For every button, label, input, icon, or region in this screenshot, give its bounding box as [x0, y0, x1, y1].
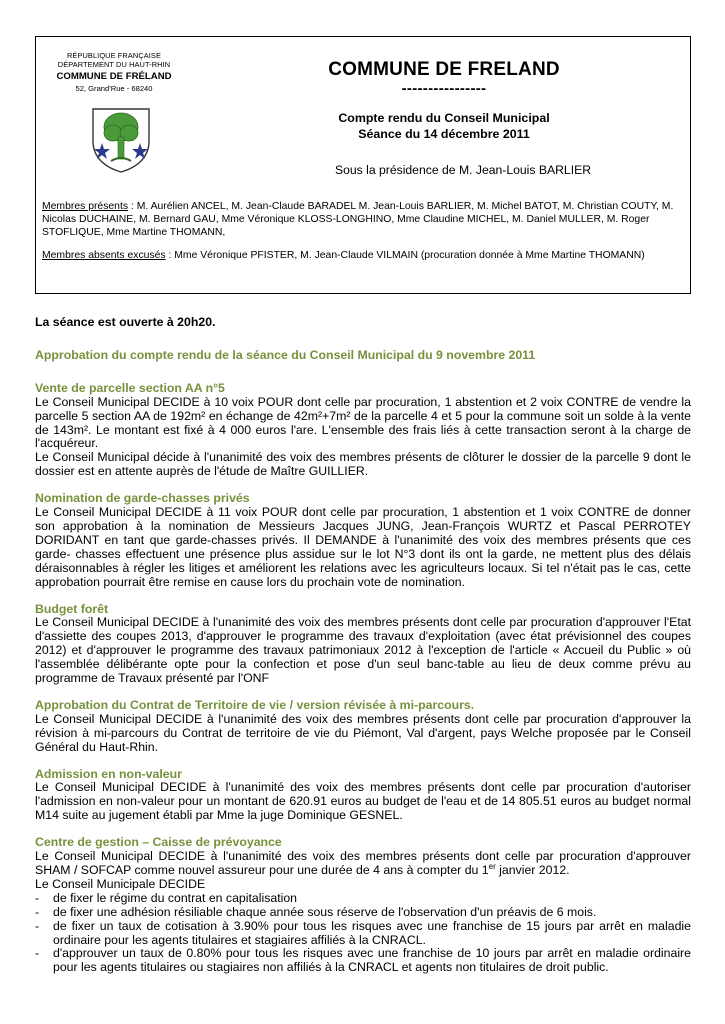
minutes-content — [35, 316, 691, 975]
commune-address: 52, Grand'Rue - 68240 — [75, 84, 153, 93]
members-absent — [42, 249, 682, 262]
budget-foret-paragraph: Le Conseil Municipal DECIDE à l'unanimité des voix des membres présents dont celle par procuration d'approuver l'Etat d'assiette des coupes 2013, d'approuver le programme des travaux d'exploitation (avec état prévisionnel des coupes 2012) et d'approuver le programme des travaux patrimoniaux 2012 à l'exception de l'article « Accueil du Public » où l'assemblée délibérante opte pour la confection et pose d'un seul banc-table au lieu de deux comme prévu au programme de Travaux présenté par l'ONF — [35, 615, 691, 686]
centre-gestion-sup: er — [488, 861, 496, 871]
vente-heading: Vente de parcelle section AA n°5 — [35, 380, 225, 395]
list-dash: - — [35, 890, 40, 905]
centre-gestion-paragraph-2: Le Conseil Municipale DECIDE — [35, 876, 206, 891]
garde-chasses-paragraph: Le Conseil Municipal DECIDE à 11 voix POUR dont celle par procuration, 1 abstention et 1 voix CONTRE de donner son approbation à la nomination de Messieurs Jacques JUNG, Jean-François WURTZ et Pascal PERROTEY DORIDANT en tant que garde-chasses privés. Il DEMANDE à l'unanimité des voix des membres présents que ces garde- chasses effectuent une présence plus assidue sur le lot N°3 dont ils ont la garde, ne mettent plus des délais déraisonnables à régler les litiges et améliorent les relations avec les agriculteurs locaux. Si tel n'était pas le cas, cette approbation pourrait être remise en cause lors du prochain vote de nomination. — [35, 505, 691, 589]
header-title-block — [294, 59, 594, 142]
members-present-text: : M. Aurélien ANCEL, M. Jean-Claude BARADEL M. Jean-Louis BARLIER, M. Michel BATOT, M. Christian COUTY, M. Nicolas DUCHAINE, M. Bernard GAU, Mme Véronique KLOSS-LONGHINO, Mme Claudine MICHEL, M. Daniel MULLER, M. Roger STOFLIQUE, Mme Martine THOMANN, — [42, 201, 674, 238]
list-dash: - — [35, 904, 40, 919]
contrat-territoire-heading: Approbation du Contrat de Territoire de vie / version révisée à mi-parcours. — [35, 697, 475, 712]
centre-gestion-text-b: janvier 2012. — [495, 863, 570, 877]
list-item-text: de fixer un taux de cotisation à 3.90% pour tous les risques avec une franchise de 15 jours par arrêt en maladie ordinaire pour les agents titulaires et stagiaires affiliés à la CNRACL. — [53, 918, 691, 947]
members-present-label: Membres présents — [42, 201, 129, 212]
admission-heading: Admission en non-valeur — [35, 766, 182, 781]
approbation-heading: Approbation du compte rendu de la séance du Conseil Municipal du 9 novembre 2011 — [35, 347, 536, 362]
decision-list — [35, 892, 691, 975]
commune-logo-block — [44, 51, 184, 94]
subtitle-compte-rendu: Compte rendu du Conseil Municipal — [338, 111, 550, 125]
garde-chasses-heading: Nomination de garde-chasses privés — [35, 491, 250, 506]
opening-line: La séance est ouverte à 20h20. — [35, 315, 216, 329]
list-item — [35, 906, 691, 920]
list-item — [35, 892, 691, 906]
admission-paragraph: Le Conseil Municipal DECIDE à l'unanimité des voix des membres présents dont celle par procuration d'autoriser l'admission en non-valeur pour un montant de 620.91 euros au budget de l'eau et de 14 805.51 euros au budget normal M14 suite au jugement établi par Mme la juge Dominique GESNEL. — [35, 780, 691, 823]
members-absent-label: Membres absents excusés — [42, 250, 166, 261]
list-item-text: de fixer le régime du contrat en capitalisation — [53, 890, 298, 905]
contrat-territoire-paragraph: Le Conseil Municipal DECIDE à l'unanimité des voix des membres présents dont celle par procuration d'approuver la révision à mi-parcours du Contrat de territoire de vie du Piémont, Val d'argent, pays Welche proposée par le Conseil Général du Haut-Rhin. — [35, 711, 691, 754]
title-separator: ---------------- — [401, 80, 487, 97]
members-absent-text: : Mme Véronique PFISTER, M. Jean-Claude VILMAIN (procuration donnée à Mme Martine THOMANN) — [165, 250, 645, 261]
budget-foret-heading: Budget forêt — [35, 601, 109, 616]
departement-label: DÉPARTEMENT DU HAUT-RHIN — [57, 60, 171, 69]
members-present — [42, 200, 682, 239]
list-item-text: d'approuver un taux de 0.80% pour tous les risques avec une franchise de 10 jours par arrêt en maladie ordinaire pour les agents titulaires ou stagiaires non affiliés à la CNRACL et agents non titulaires de droit public. — [53, 946, 691, 975]
list-item-text: de fixer une adhésion résiliable chaque année sous réserve de l'observation d'un préavis de 6 mois. — [53, 904, 597, 919]
list-item — [35, 920, 691, 948]
header-frame — [35, 36, 691, 294]
presidence-line: Sous la présidence de M. Jean-Louis BARLIER — [334, 163, 592, 177]
centre-gestion-paragraph-1 — [35, 850, 691, 878]
centre-gestion-heading: Centre de gestion – Caisse de prévoyance — [35, 835, 282, 850]
republique-label: RÉPUBLIQUE FRANÇAISE — [67, 51, 161, 60]
freland-coat-of-arms-icon — [91, 107, 151, 173]
centre-gestion-text-a: Le Conseil Municipal DECIDE à l'unanimité des voix des membres présents dont celle par procuration d'approuver SHAM / SOFCAP comme nouvel assureur pour une durée de 4 ans à compter du 1 — [35, 849, 691, 877]
list-item — [35, 947, 691, 975]
commune-small-label: COMMUNE DE FRÉLAND — [56, 71, 172, 82]
vente-paragraph-2: Le Conseil Municipal décide à l'unanimité des voix des membres présents de clôturer le dossier de la parcelle 9 dont le dossier est en attente auprès de l'étude de Maître GUILLIER. — [35, 450, 691, 479]
vente-paragraph-1: Le Conseil Municipal DECIDE à 10 voix POUR dont celle par procuration, 1 abstention et 2 voix CONTRE de vendre la parcelle 5 section AA de 192m² en échange de 42m²+7m² de la parcelle 4 et 5 pour la commune soit un solde à la vente de 143m². Le montant est fixé à 4 000 euros l'are. L'ensemble des frais liés à cette transaction seront à la charge de l'acquéreur. — [35, 394, 691, 451]
list-dash: - — [35, 918, 40, 933]
list-dash: - — [35, 946, 40, 961]
subtitle-seance-date: Séance du 14 décembre 2011 — [358, 127, 530, 141]
main-title: COMMUNE DE FRELAND — [328, 59, 560, 80]
